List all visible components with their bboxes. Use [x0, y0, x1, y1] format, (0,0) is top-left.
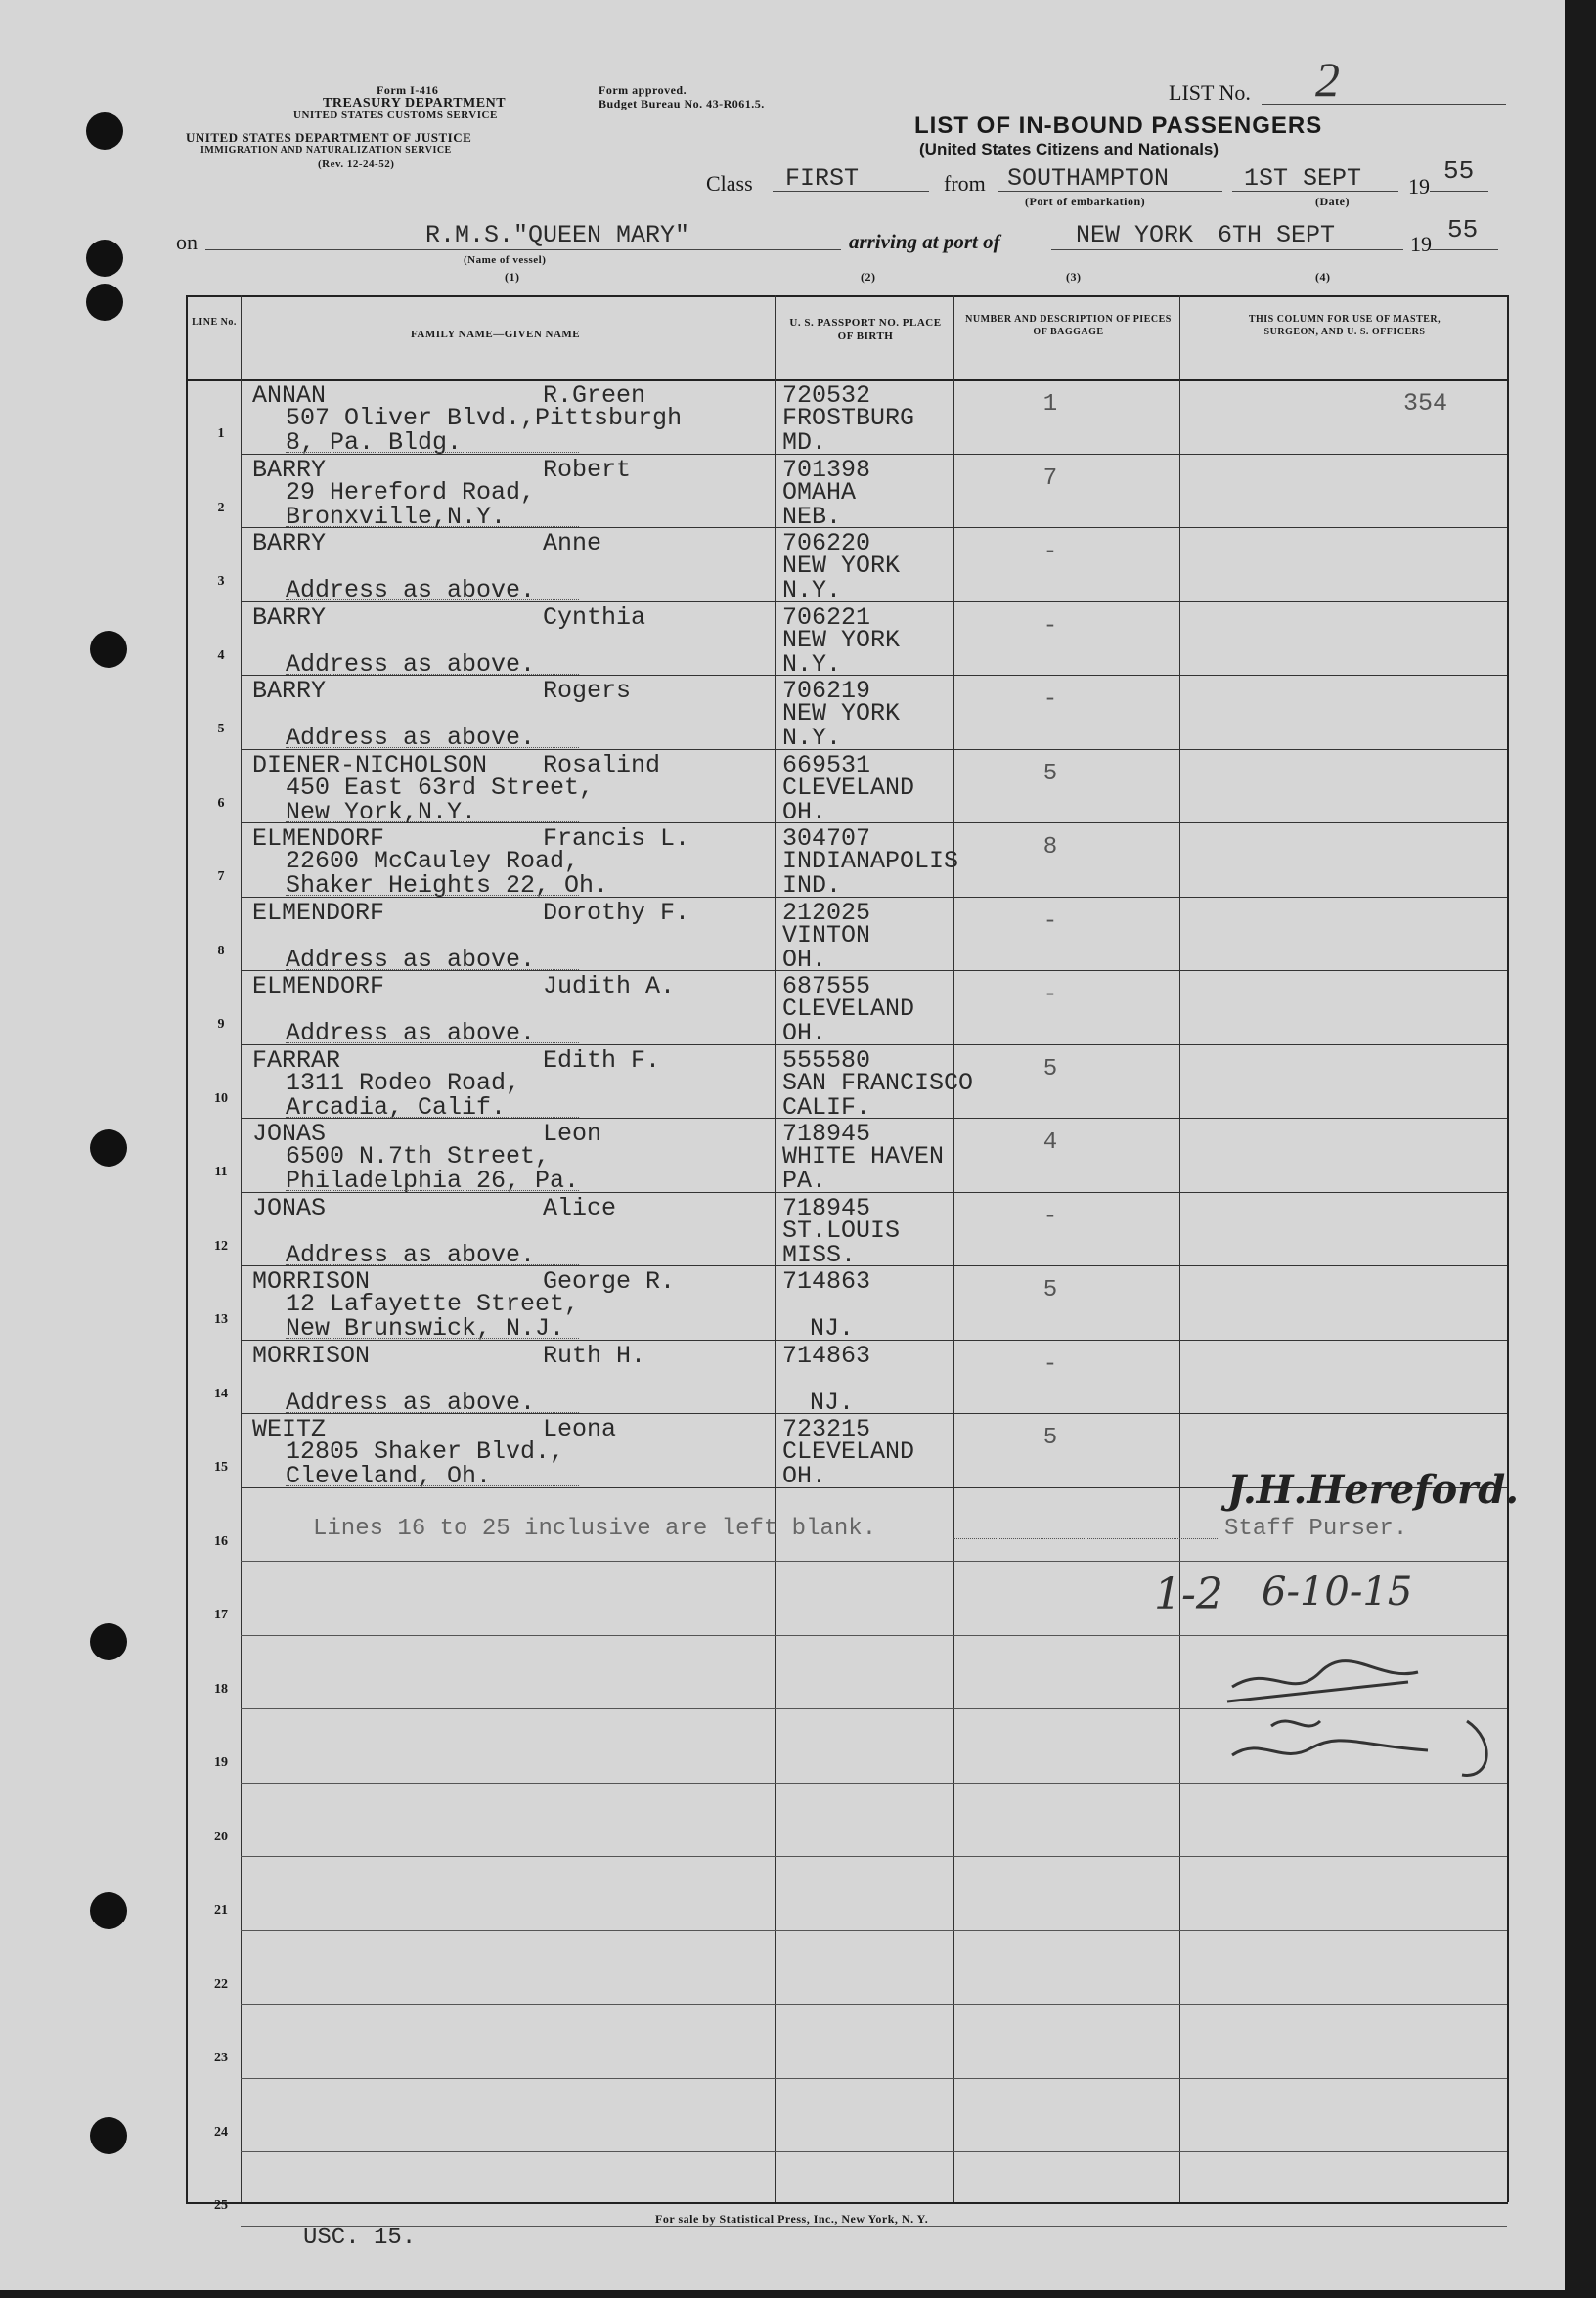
- binder-hole: [86, 112, 123, 150]
- department: TREASURY DEPARTMENT: [323, 96, 507, 110]
- address-underline: [286, 526, 579, 527]
- line-number: 20: [214, 1829, 228, 1844]
- binder-hole: [86, 240, 123, 277]
- blank-lines-note: Lines 16 to 25 inclusive are left blank.: [313, 1516, 877, 1542]
- birth-state: IND.: [782, 871, 842, 900]
- binder-hole: [90, 1892, 127, 1929]
- handwritten-note-1: 1-2: [1154, 1569, 1223, 1619]
- year-prefix: 19: [1408, 174, 1430, 199]
- line-number: 19: [214, 1755, 228, 1770]
- arriving-label: arriving at port of: [849, 230, 1000, 253]
- given-name: George R.: [543, 1267, 676, 1296]
- passport-number: 714863: [782, 1267, 871, 1296]
- footer-code: USC. 15.: [303, 2225, 417, 2251]
- family-name: WEITZ: [252, 1415, 327, 1443]
- arrival-date: 6TH SEPT: [1218, 221, 1336, 249]
- birth-state: OH.: [782, 1462, 827, 1490]
- passport-number: 718945: [782, 1193, 871, 1222]
- baggage-count: 5: [1042, 1277, 1058, 1304]
- family-name: ELMENDORF: [252, 972, 385, 1000]
- passport-number: 304707: [782, 824, 871, 853]
- arrival-year-suffix: 55: [1447, 215, 1479, 244]
- footer-printer: For sale by Statistical Press, Inc., New York, N. Y.: [655, 2212, 929, 2226]
- line-number: 5: [217, 722, 225, 736]
- col-marker-2: (2): [861, 270, 876, 284]
- address-underline: [286, 821, 579, 822]
- officer-note: 354: [1403, 389, 1448, 418]
- address-line-2: Address as above.: [286, 724, 536, 752]
- line-number: 14: [214, 1386, 228, 1401]
- arrival-year-prefix: 19: [1410, 232, 1432, 256]
- line-number: 2: [217, 500, 225, 515]
- list-no-label: LIST No.: [1169, 80, 1251, 105]
- birth-city: INDIANAPOLIS: [782, 847, 959, 875]
- birth-state: OH.: [782, 1019, 827, 1047]
- birth-city: VINTON: [782, 920, 871, 950]
- birth-state: MD.: [782, 428, 827, 457]
- birth-state: NJ.: [810, 1388, 855, 1417]
- address-underline: [286, 1117, 579, 1118]
- baggage-count: 5: [1042, 1425, 1058, 1451]
- col-header-name: FAMILY NAME—GIVEN NAME: [411, 329, 581, 340]
- justice-dept: UNITED STATES DEPARTMENT OF JUSTICE: [186, 130, 472, 145]
- line-number: 17: [214, 1608, 228, 1622]
- row-divider: [241, 2078, 1507, 2079]
- baggage-count: -: [1042, 982, 1058, 1008]
- address-underline: [286, 1190, 579, 1191]
- passport-number: 555580: [782, 1045, 871, 1075]
- family-name: JONAS: [252, 1193, 327, 1222]
- given-name: Francis L.: [543, 824, 690, 853]
- address-line-1: 6500 N.7th Street,: [286, 1142, 551, 1171]
- ins: IMMIGRATION AND NATURALIZATION SERVICE: [200, 145, 452, 155]
- line-number: 10: [214, 1090, 228, 1106]
- binder-hole: [90, 1129, 127, 1167]
- address-underline: [286, 1412, 579, 1413]
- family-name: BARRY: [252, 455, 327, 484]
- row-divider: [241, 1930, 1507, 1931]
- passport-number: 723215: [782, 1415, 871, 1443]
- year-suffix: 55: [1443, 156, 1475, 186]
- binder-hole: [90, 2117, 127, 2154]
- birth-state: N.Y.: [782, 724, 842, 752]
- address-line-2: New York,N.Y.: [286, 797, 477, 826]
- given-name: Edith F.: [543, 1045, 661, 1075]
- family-name: DIENER-NICHOLSON: [252, 750, 488, 779]
- passport-number: 706219: [782, 677, 871, 705]
- list-number: 2: [1315, 52, 1340, 107]
- baggage-count: 5: [1042, 1055, 1058, 1083]
- binder-hole: [86, 284, 123, 321]
- birth-state: NJ.: [810, 1314, 855, 1343]
- birth-state: N.Y.: [782, 576, 842, 604]
- line-number: 9: [217, 1017, 225, 1032]
- baggage-count: -: [1042, 686, 1058, 713]
- address-line-2: Cleveland, Oh.: [286, 1462, 492, 1490]
- line-number: 13: [214, 1312, 228, 1327]
- col-marker-3: (3): [1066, 270, 1082, 284]
- birth-state: PA.: [782, 1167, 827, 1195]
- col-marker-4: (4): [1315, 270, 1331, 284]
- line-number: 24: [214, 2124, 228, 2140]
- class-label: Class: [706, 171, 753, 196]
- family-name: ELMENDORF: [252, 824, 385, 853]
- given-name: Judith A.: [543, 972, 676, 1000]
- family-name: JONAS: [252, 1120, 327, 1148]
- row-divider: [241, 1783, 1507, 1784]
- passport-number: 706220: [782, 529, 871, 557]
- address-line-2: Address as above.: [286, 945, 536, 974]
- given-name: Rogers: [543, 677, 632, 705]
- address-underline: [286, 1485, 579, 1486]
- birth-city: NEW YORK: [782, 552, 901, 580]
- vessel-caption: (Name of vessel): [464, 254, 547, 266]
- class-value: FIRST: [785, 164, 860, 193]
- col-header-line: LINE No.: [192, 317, 237, 328]
- handwritten-note-2: 6-10-15: [1262, 1569, 1413, 1614]
- given-name: Leona: [543, 1415, 617, 1443]
- family-name: BARRY: [252, 677, 327, 705]
- given-name: Rosalind: [543, 750, 661, 779]
- birth-city: ST.LOUIS: [782, 1215, 901, 1245]
- address-underline: [286, 969, 579, 970]
- passport-number: 718945: [782, 1120, 871, 1148]
- family-name: ANNAN: [252, 381, 327, 410]
- family-name: BARRY: [252, 529, 327, 557]
- given-name: Ruth H.: [543, 1341, 646, 1370]
- given-name: Leon: [543, 1120, 602, 1148]
- given-name: Alice: [543, 1193, 617, 1222]
- birth-city: CLEVELAND: [782, 994, 915, 1023]
- arrival-port: NEW YORK: [1076, 221, 1194, 249]
- given-name: R.Green: [543, 381, 646, 410]
- row-divider: [241, 1856, 1507, 1857]
- line-number: 23: [214, 2051, 228, 2065]
- address-underline: [286, 1338, 579, 1339]
- birth-state: OH.: [782, 797, 827, 826]
- given-name: Anne: [543, 529, 602, 557]
- col-header-officers: THIS COLUMN FOR USE OF MASTER, SURGEON, AND U. S. OFFICERS: [1248, 314, 1441, 337]
- birth-city: FROSTBURG: [782, 404, 915, 432]
- row-divider: [241, 1561, 1507, 1562]
- birth-city: NEW YORK: [782, 625, 901, 654]
- address-line-2: Philadelphia 26, Pa.: [286, 1167, 580, 1195]
- address-underline: [286, 599, 579, 600]
- address-line-1: 12805 Shaker Blvd.,: [286, 1437, 565, 1466]
- address-line-2: Bronxville,N.Y.: [286, 502, 507, 531]
- revision: (Rev. 12-24-52): [318, 158, 395, 170]
- line-number: 16: [214, 1533, 228, 1549]
- binder-hole: [90, 631, 127, 668]
- col-marker-1: (1): [505, 270, 520, 284]
- baggage-count: 8: [1042, 834, 1058, 861]
- port-embarkation: SOUTHAMPTON: [1007, 164, 1170, 193]
- passport-number: 701398: [782, 455, 871, 484]
- vessel-name: R.M.S."QUEEN MARY": [425, 221, 690, 249]
- binder-hole: [90, 1623, 127, 1660]
- passport-number: 212025: [782, 898, 871, 927]
- birth-state: MISS.: [782, 1240, 857, 1269]
- line-number: 11: [214, 1165, 228, 1179]
- baggage-count: 1: [1042, 391, 1058, 418]
- row-divider: [241, 2151, 1507, 2152]
- given-name: Cynthia: [543, 602, 646, 632]
- birth-city: NEW YORK: [782, 699, 901, 728]
- from-label: from: [944, 171, 986, 196]
- address-line-2: Address as above.: [286, 1240, 536, 1269]
- line-number: 22: [214, 1976, 228, 1992]
- address-underline: [286, 1264, 579, 1265]
- given-name: Robert: [543, 455, 632, 484]
- passport-number: 669531: [782, 750, 871, 779]
- address-underline: [286, 1042, 579, 1043]
- address-line-1: 507 Oliver Blvd.,Pittsburgh: [286, 404, 683, 432]
- address-line-2: New Brunswick, N.J.: [286, 1314, 565, 1343]
- birth-state: OH.: [782, 945, 827, 974]
- address-line-1: 29 Hereford Road,: [286, 477, 536, 507]
- line-number: 6: [217, 795, 225, 811]
- birth-city: CLEVELAND: [782, 773, 915, 802]
- address-line-2: Arcadia, Calif.: [286, 1092, 507, 1122]
- passport-number: 720532: [782, 381, 871, 410]
- address-line-1: 22600 McCauley Road,: [286, 847, 580, 875]
- birth-state: N.Y.: [782, 649, 842, 679]
- baggage-count: -: [1042, 907, 1058, 935]
- date-caption: (Date): [1315, 195, 1350, 208]
- row-divider: [241, 1635, 1507, 1636]
- col-header-passport: U. S. PASSPORT NO. PLACE OF BIRTH: [789, 317, 942, 342]
- officer-initials-scribble: [1213, 1643, 1506, 1780]
- address-line-2: Address as above.: [286, 1019, 536, 1047]
- col-header-baggage: NUMBER AND DESCRIPTION OF PIECES OF BAGGAGE: [965, 314, 1172, 337]
- address-underline: [286, 747, 579, 748]
- passport-number: 714863: [782, 1341, 871, 1370]
- line-number: 12: [214, 1238, 228, 1254]
- passport-number: 706221: [782, 602, 871, 632]
- birth-city: CLEVELAND: [782, 1437, 915, 1466]
- address-line-2: Shaker Heights 22, Oh.: [286, 871, 609, 900]
- baggage-count: 4: [1042, 1129, 1058, 1156]
- form-approved: Form approved.: [598, 83, 687, 97]
- line-number: 8: [217, 943, 225, 958]
- form-number: Form I-416: [377, 83, 439, 97]
- baggage-count: 5: [1042, 760, 1058, 787]
- line-number: 1: [217, 426, 225, 441]
- family-name: ELMENDORF: [252, 898, 385, 927]
- birth-state: NEB.: [782, 502, 842, 531]
- baggage-count: -: [1042, 1350, 1058, 1378]
- line-number: 4: [217, 647, 225, 663]
- address-underline: [286, 674, 579, 675]
- family-name: MORRISON: [252, 1267, 371, 1296]
- line-number: 18: [214, 1681, 228, 1697]
- page-subtitle: (United States Citizens and Nationals): [919, 140, 1219, 158]
- budget-bureau: Budget Bureau No. 43-R061.5.: [598, 97, 765, 110]
- birth-state: CALIF.: [782, 1092, 871, 1122]
- line-number: 25: [214, 2198, 228, 2213]
- line-number: 7: [217, 869, 225, 884]
- customs-service: UNITED STATES CUSTOMS SERVICE: [293, 110, 498, 121]
- address-line-2: Address as above.: [286, 576, 536, 604]
- address-underline: [286, 452, 579, 453]
- passport-number: 687555: [782, 972, 871, 1000]
- given-name: Dorothy F.: [543, 898, 690, 927]
- family-name: MORRISON: [252, 1341, 371, 1370]
- birth-city: WHITE HAVEN: [782, 1142, 945, 1171]
- line-number: 15: [214, 1460, 228, 1475]
- row-divider: [241, 2004, 1507, 2005]
- port-embarkation-caption: (Port of embarkation): [1025, 195, 1146, 208]
- page-title: LIST OF IN-BOUND PASSENGERS: [914, 112, 1323, 139]
- address-underline: [286, 895, 579, 896]
- family-name: FARRAR: [252, 1045, 341, 1075]
- address-line-2: Address as above.: [286, 1388, 536, 1417]
- purser-signature: J.H.Hereford.: [1227, 1467, 1520, 1513]
- line-number: 3: [217, 574, 225, 589]
- birth-city: SAN FRANCISCO: [782, 1068, 974, 1097]
- on-label: on: [176, 230, 198, 254]
- family-name: BARRY: [252, 602, 327, 632]
- purser-title: Staff Purser.: [1224, 1516, 1408, 1542]
- baggage-count: -: [1042, 539, 1058, 565]
- baggage-count: -: [1042, 1203, 1058, 1230]
- address-line-1: 450 East 63rd Street,: [286, 773, 595, 802]
- address-line-1: 1311 Rodeo Road,: [286, 1068, 521, 1097]
- line-number: 21: [214, 1903, 228, 1918]
- address-line-2: Address as above.: [286, 649, 536, 679]
- birth-city: OMAHA: [782, 477, 857, 507]
- baggage-count: 7: [1042, 464, 1058, 492]
- departure-date: 1ST SEPT: [1244, 164, 1362, 193]
- baggage-count: -: [1042, 612, 1058, 640]
- address-line-1: 12 Lafayette Street,: [286, 1290, 580, 1318]
- address-line-2: 8, Pa. Bldg.: [286, 428, 463, 457]
